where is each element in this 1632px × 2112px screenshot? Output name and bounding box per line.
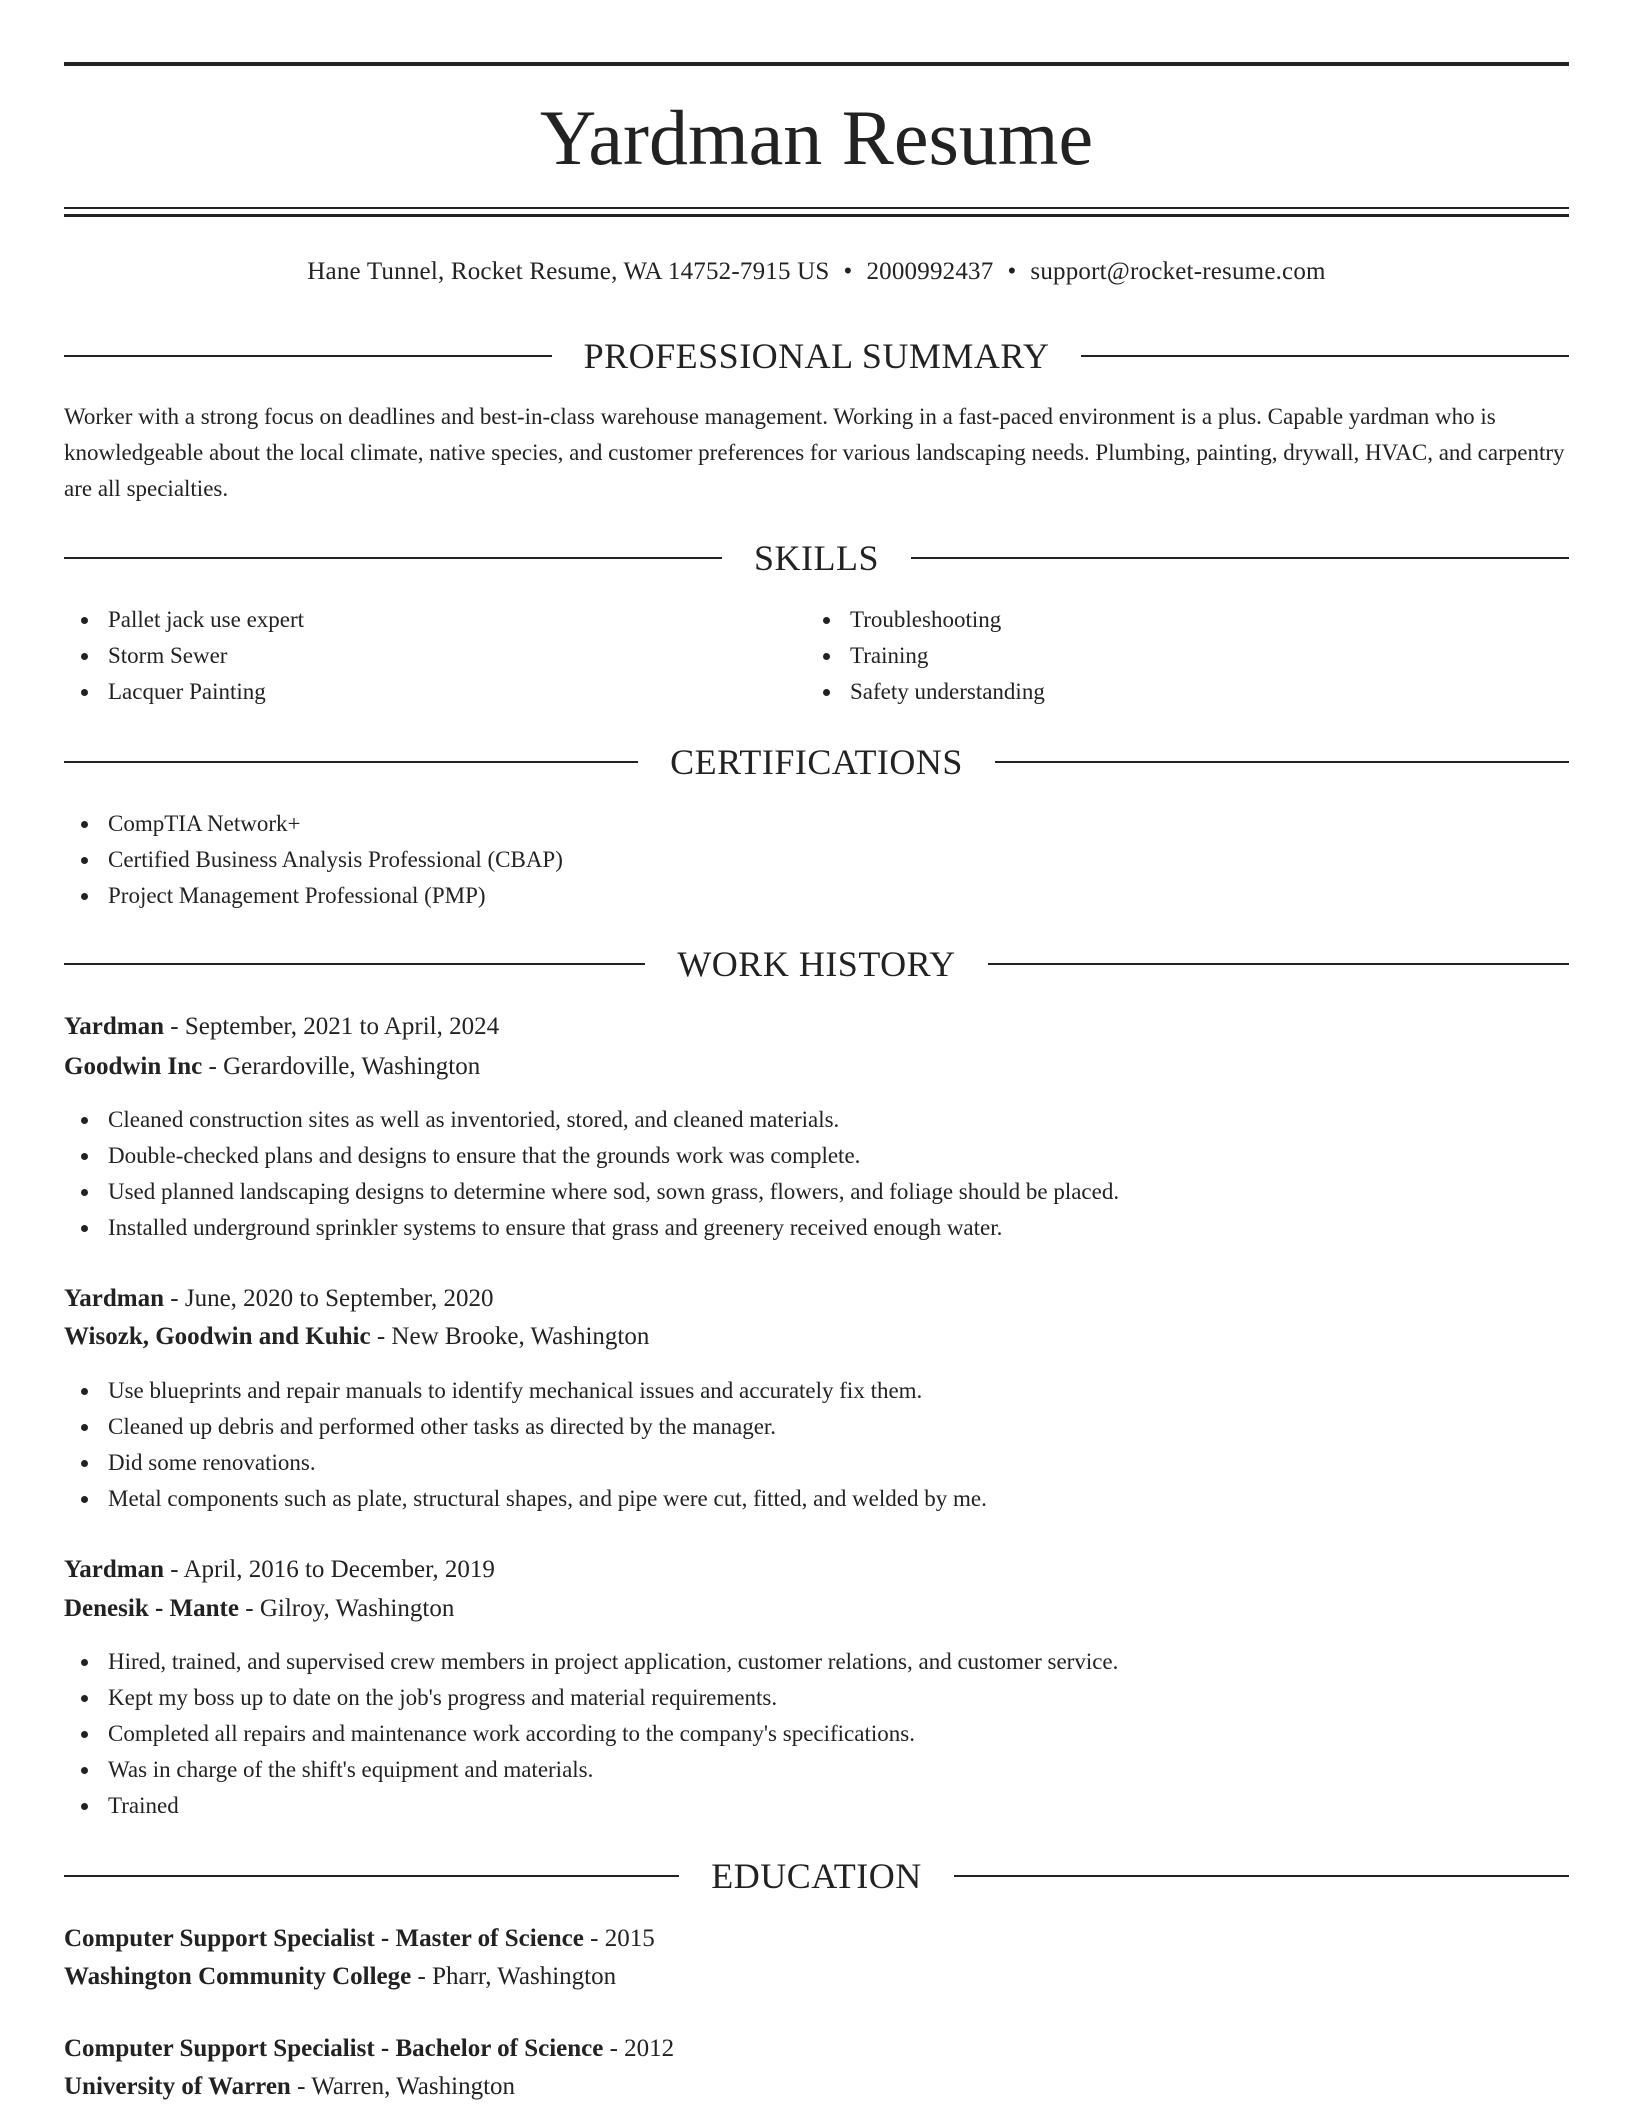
- job-dates: June, 2020 to September, 2020: [184, 1285, 494, 1312]
- section-rule-left: [64, 761, 638, 763]
- education-year: 2015: [604, 1925, 655, 1952]
- section-header-summary: [64, 334, 1569, 378]
- job-company: Denesik - Mante: [64, 1595, 239, 1622]
- job-company: Goodwin Inc: [64, 1053, 203, 1080]
- contact-address: Hane Tunnel, Rocket Resume, WA 14752-7915 US: [307, 258, 830, 285]
- job-bullets: [64, 1644, 1118, 1824]
- education-location: Warren, Washington: [311, 2073, 516, 2100]
- certifications-list: [64, 806, 563, 914]
- job-title: Yardman: [64, 1285, 165, 1312]
- job-dates: September, 2021 to April, 2024: [184, 1013, 500, 1040]
- education-year: 2012: [624, 2035, 675, 2062]
- job-bullet: Was in charge of the shift's equipment and materials.: [64, 1752, 1118, 1788]
- job-bullet: Use blueprints and repair manuals to identify mechanical issues and accurately fix them.: [64, 1373, 987, 1409]
- section-rule-left: [64, 557, 722, 559]
- section-rule-left: [64, 355, 552, 357]
- job-company: Wisozk, Goodwin and Kuhic: [64, 1323, 371, 1350]
- skill-item: Storm Sewer: [64, 638, 304, 674]
- job-bullet: Used planned landscaping designs to determine where sod, sown grass, flowers, and foliage should be placed.: [64, 1174, 1119, 1210]
- job-company-line: Denesik - Mante - Gilroy, Washington: [64, 1595, 455, 1622]
- job-bullets: [64, 1102, 1119, 1246]
- job-location: Gerardoville, Washington: [223, 1053, 481, 1080]
- section-header-certifications: [64, 740, 1569, 784]
- job-title-line: Yardman - April, 2016 to December, 2019: [64, 1556, 495, 1583]
- job-bullet: Did some renovations.: [64, 1445, 987, 1481]
- section-title: PROFESSIONAL SUMMARY: [583, 336, 1050, 376]
- certification-item: Certified Business Analysis Professional (CBAP): [64, 842, 563, 878]
- section-title: WORK HISTORY: [677, 944, 956, 984]
- contact-phone: 2000992437: [866, 258, 994, 285]
- job-location: New Brooke, Washington: [391, 1323, 650, 1350]
- job-bullet: Cleaned up debris and performed other tasks as directed by the manager.: [64, 1409, 987, 1445]
- job-bullet: Completed all repairs and maintenance work according to the company's specifications.: [64, 1716, 1118, 1752]
- education-degree: Computer Support Specialist - Bachelor of Science: [64, 2035, 604, 2062]
- job-title: Yardman: [64, 1556, 165, 1583]
- job-bullet: Installed underground sprinkler systems to ensure that grass and greenery received enough water.: [64, 1210, 1119, 1246]
- skill-item: Safety understanding: [806, 674, 1045, 710]
- section-rule-left: [64, 1875, 679, 1877]
- job-bullet: Trained: [64, 1788, 1118, 1824]
- header-rule-upper: [64, 207, 1569, 209]
- section-rule-right: [988, 963, 1569, 965]
- section-rule-right: [995, 761, 1569, 763]
- education-school: Washington Community College: [64, 1963, 412, 1990]
- education-degree-line: Computer Support Specialist - Master of Science - 2015: [64, 1925, 655, 1952]
- education-school-line: Washington Community College - Pharr, Washington: [64, 1963, 617, 1990]
- header-rule-lower: [64, 214, 1569, 217]
- contact-line: [64, 254, 1569, 290]
- job-location: Gilroy, Washington: [259, 1595, 455, 1622]
- job-title: Yardman: [64, 1013, 165, 1040]
- section-title: CERTIFICATIONS: [670, 742, 963, 782]
- education-degree-line: Computer Support Specialist - Bachelor of Science - 2012: [64, 2035, 675, 2062]
- job-bullets: [64, 1373, 987, 1517]
- section-title: EDUCATION: [711, 1856, 922, 1896]
- job-bullet: Double-checked plans and designs to ensure that the grounds work was complete.: [64, 1138, 1119, 1174]
- certification-item: Project Management Professional (PMP): [64, 878, 563, 914]
- section-rule-right: [1081, 355, 1569, 357]
- job-company-line: Goodwin Inc - Gerardoville, Washington: [64, 1053, 481, 1080]
- section-header-education: [64, 1854, 1569, 1898]
- section-rule-left: [64, 963, 645, 965]
- section-title: SKILLS: [754, 538, 880, 578]
- header-top-rule: [64, 62, 1569, 66]
- education-degree: Computer Support Specialist - Master of Science: [64, 1925, 584, 1952]
- skill-item: Lacquer Painting: [64, 674, 304, 710]
- section-header-work-history: [64, 942, 1569, 986]
- job-bullet: Cleaned construction sites as well as inventoried, stored, and cleaned materials.: [64, 1102, 1119, 1138]
- job-title-line: Yardman - June, 2020 to September, 2020: [64, 1285, 494, 1312]
- skill-item: Pallet jack use expert: [64, 602, 304, 638]
- section-header-skills: [64, 536, 1569, 580]
- education-school-line: University of Warren - Warren, Washington: [64, 2073, 516, 2100]
- contact-separator: •: [1007, 258, 1017, 285]
- certification-item: CompTIA Network+: [64, 806, 563, 842]
- skills-list-right: [806, 602, 1045, 710]
- skill-item: Troubleshooting: [806, 602, 1045, 638]
- job-bullet: Metal components such as plate, structural shapes, and pipe were cut, fitted, and welded by me.: [64, 1481, 987, 1517]
- education-location: Pharr, Washington: [432, 1963, 617, 1990]
- skills-list-left: [64, 602, 304, 710]
- page-title: Yardman Resume: [539, 94, 1094, 181]
- skill-item: Training: [806, 638, 1045, 674]
- education-school: University of Warren: [64, 2073, 291, 2100]
- summary-text: Worker with a strong focus on deadlines and best-in-class warehouse management. Working in a fast-paced environment is a plus. Capable yardman who is knowledgeable about the local climate, native species, and customer preferences for various landscaping needs. Plumbing, painting, drywall, HVAC, and carpentry are all specialties.: [64, 404, 1565, 501]
- job-company-line: Wisozk, Goodwin and Kuhic - New Brooke, Washington: [64, 1323, 650, 1350]
- contact-separator: •: [843, 258, 853, 285]
- section-rule-right: [954, 1875, 1569, 1877]
- contact-email: support@rocket-resume.com: [1030, 258, 1326, 285]
- job-bullet: Kept my boss up to date on the job's progress and material requirements.: [64, 1680, 1118, 1716]
- job-bullet: Hired, trained, and supervised crew members in project application, customer relations, and customer service.: [64, 1644, 1118, 1680]
- section-rule-right: [911, 557, 1569, 559]
- job-title-line: Yardman - September, 2021 to April, 2024: [64, 1013, 500, 1040]
- job-dates: April, 2016 to December, 2019: [183, 1556, 495, 1583]
